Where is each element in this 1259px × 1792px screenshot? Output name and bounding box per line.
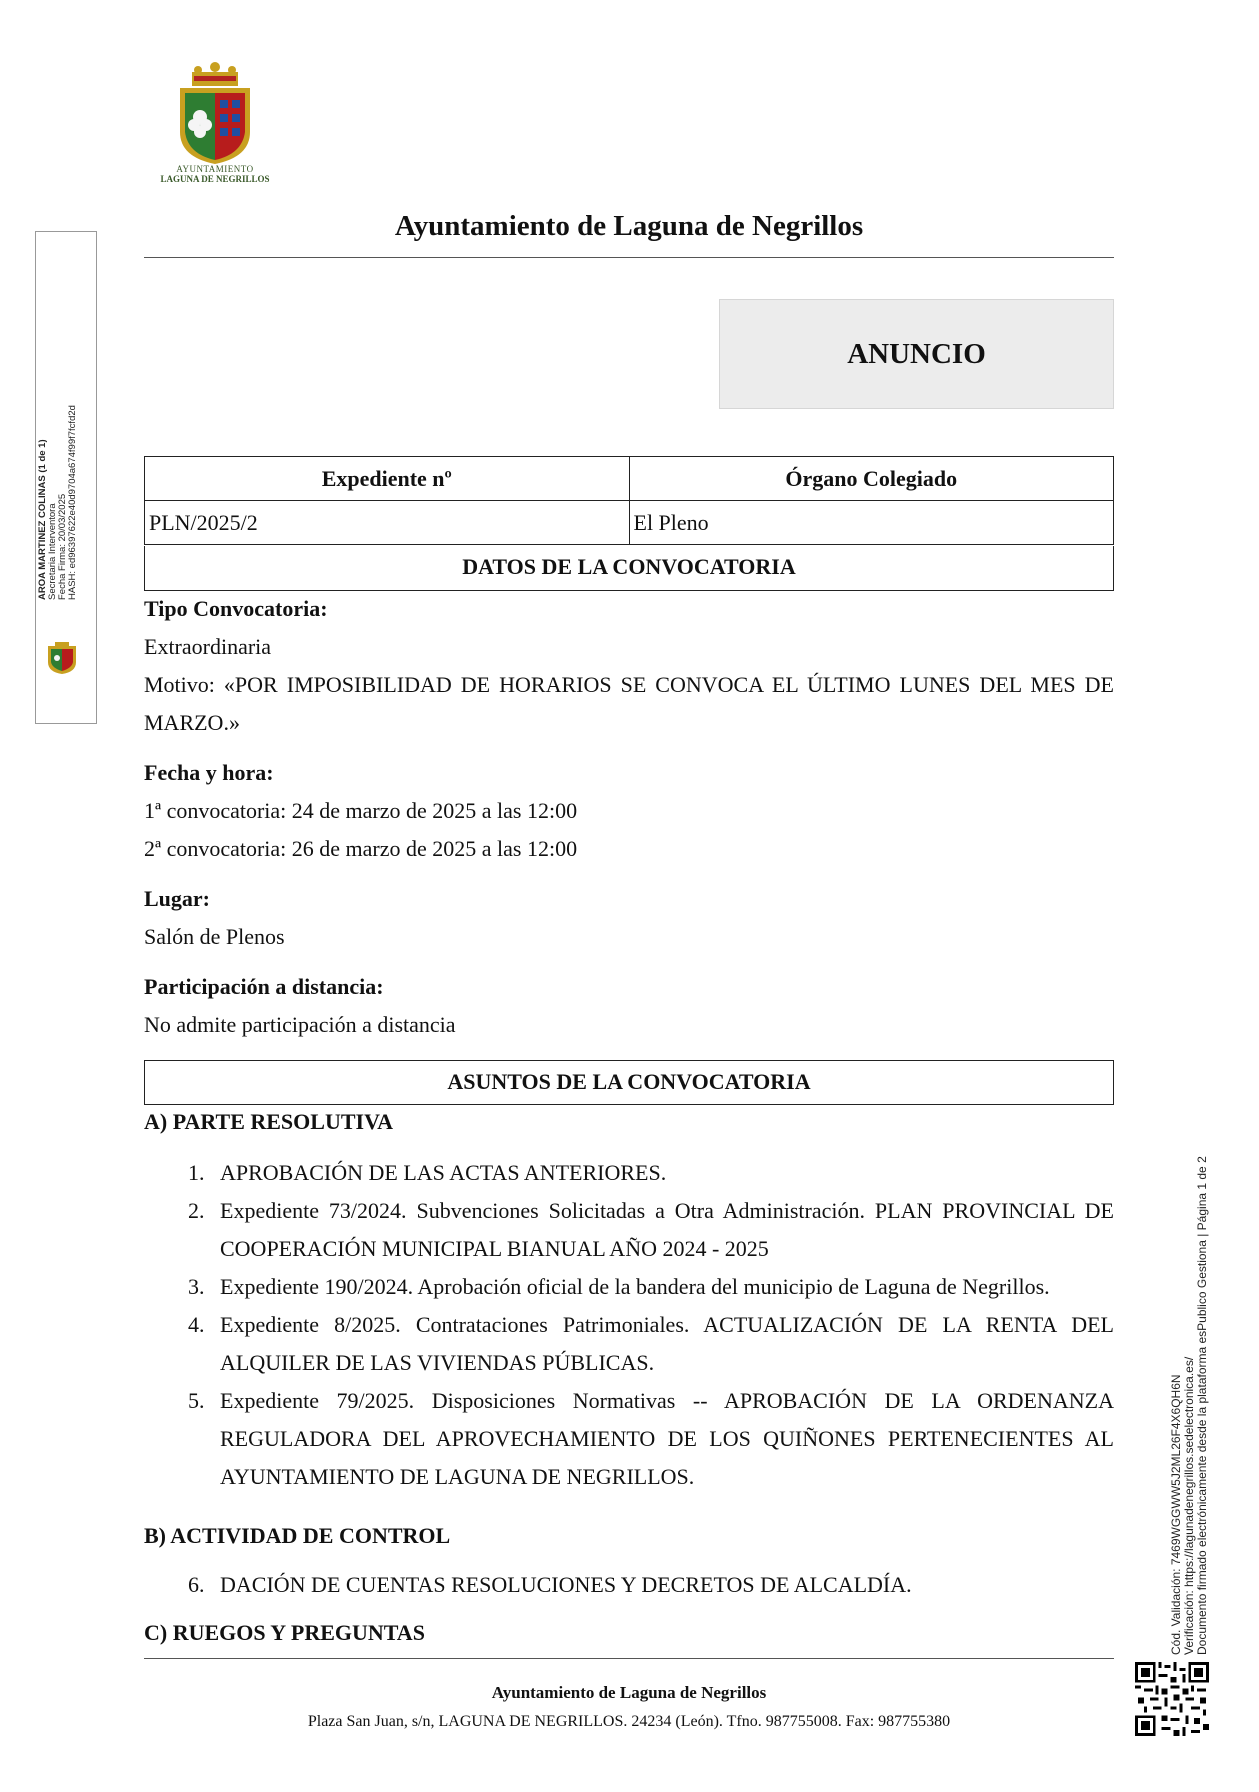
- logo-caption-line1: AYUNTAMIENTO: [176, 164, 254, 174]
- list-item: [144, 1566, 1114, 1604]
- list-item: [144, 1382, 1114, 1496]
- signature-seal-icon: [42, 640, 82, 676]
- item-text: Expediente 79/2025. Disposiciones Normativas -- APROBACIÓN DE LA ORDENANZA REGULADORA DEL APROVECHAMIENTO DE LOS QUIÑONES PERTENECIENTES AL AYUNTAMIENTO DE LAGUNA DE NEGRILLOS.: [220, 1388, 1114, 1489]
- table-header-row: [145, 457, 1114, 501]
- item-text: Expediente 190/2024. Aprobación oficial de la bandera del municipio de Laguna de Negrillos.: [220, 1274, 1050, 1299]
- tipo-label: Tipo Convocatoria:: [144, 596, 328, 621]
- item-number: 5.: [188, 1388, 205, 1413]
- validation-text: [1170, 1156, 1209, 1655]
- signature-hash: HASH: ed96397622e40d9704a674f99f7fcfd2d: [67, 405, 78, 600]
- fecha-label: Fecha y hora:: [144, 760, 274, 785]
- cell-expediente: PLN/2025/2: [145, 501, 630, 545]
- tipo-value: Extraordinaria: [144, 634, 272, 659]
- validation-code: Cód. Validación: 7469WGGWW5J2ML26F4X6QH6N: [1169, 1374, 1183, 1655]
- parte-c-title: C) RUEGOS Y PREGUNTAS: [144, 1620, 425, 1645]
- signer-role: Secretaria Interventora: [47, 503, 58, 600]
- page-title: Ayuntamiento de Laguna de Negrillos: [394, 210, 864, 242]
- verification-url: Verificación: https://lagunadenegrillos.sedelectronica.es/: [1182, 1356, 1196, 1655]
- parte-a-list: [144, 1154, 1114, 1496]
- list-item: [144, 1154, 1114, 1192]
- item-number: 3.: [188, 1274, 205, 1299]
- fecha-primera: 1ª convocatoria: 24 de marzo de 2025 a las 12:00: [144, 798, 578, 823]
- item-number: 6.: [188, 1572, 205, 1597]
- logo-caption-line2: LAGUNA DE NEGRILLOS: [160, 174, 270, 184]
- parte-a-title: A) PARTE RESOLUTIVA: [144, 1109, 394, 1134]
- item-number: 2.: [188, 1198, 205, 1223]
- signer-name: AROA MARTINEZ COLINAS (1 de 1): [37, 439, 48, 600]
- motivo-text: Motivo: «POR IMPOSIBILIDAD DE HORARIOS SE CONVOCA EL ÚLTIMO LUNES DEL MES DE MARZO.»: [144, 672, 1114, 735]
- list-item: [144, 1192, 1114, 1268]
- platform-notice: Documento firmado electrónicamente desde la plataforma esPublico Gestiona | Página 1 de 2: [1195, 1156, 1209, 1655]
- footer-divider: [144, 1658, 1114, 1659]
- list-item: [144, 1268, 1114, 1306]
- signature-text: [38, 405, 78, 600]
- parte-b-title: B) ACTIVIDAD DE CONTROL: [144, 1523, 451, 1548]
- header-expediente: Expediente nº: [145, 457, 630, 501]
- lugar-label: Lugar:: [144, 886, 210, 911]
- item-number: 1.: [188, 1160, 205, 1185]
- item-text: Expediente 8/2025. Contrataciones Patrimoniales. ACTUALIZACIÓN DE LA RENTA DEL ALQUILER DE LAS VIVIENDAS PÚBLICAS.: [220, 1312, 1114, 1375]
- table-row: [145, 501, 1114, 545]
- list-item: [144, 1306, 1114, 1382]
- expediente-table: [144, 456, 1114, 545]
- fecha-segunda: 2ª convocatoria: 26 de marzo de 2025 a las 12:00: [144, 836, 578, 861]
- asuntos-convocatoria-title: ASUNTOS DE LA CONVOCATORIA: [144, 1060, 1114, 1105]
- qr-code-icon: [1135, 1662, 1209, 1736]
- parte-b-list: [144, 1566, 1114, 1604]
- item-text: APROBACIÓN DE LAS ACTAS ANTERIORES.: [220, 1160, 667, 1185]
- signature-date: Fecha Firma: 20/03/2025: [57, 493, 68, 600]
- lugar-value: Salón de Plenos: [144, 924, 285, 949]
- participacion-label: Participación a distancia:: [144, 974, 384, 999]
- header-divider: [144, 257, 1114, 258]
- datos-convocatoria-title: DATOS DE LA CONVOCATORIA: [144, 546, 1114, 591]
- cell-organo: El Pleno: [629, 501, 1114, 545]
- item-number: 4.: [188, 1312, 205, 1337]
- anuncio-heading: ANUNCIO: [719, 299, 1114, 409]
- footer-name: Ayuntamiento de Laguna de Negrillos: [491, 1683, 767, 1702]
- item-text: DACIÓN DE CUENTAS RESOLUCIONES Y DECRETOS DE ALCALDÍA.: [220, 1572, 912, 1597]
- header-organo: Órgano Colegiado: [629, 457, 1114, 501]
- footer-address: Plaza San Juan, s/n, LAGUNA DE NEGRILLOS. 24234 (León). Tfno. 987755008. Fax: 987755380: [307, 1713, 951, 1730]
- participacion-value: No admite participación a distancia: [144, 1012, 456, 1037]
- item-text: Expediente 73/2024. Subvenciones Solicitadas a Otra Administración. PLAN PROVINCIAL DE COOPERACIÓN MUNICIPAL BIANUAL AÑO 2024 - 2025: [220, 1198, 1114, 1261]
